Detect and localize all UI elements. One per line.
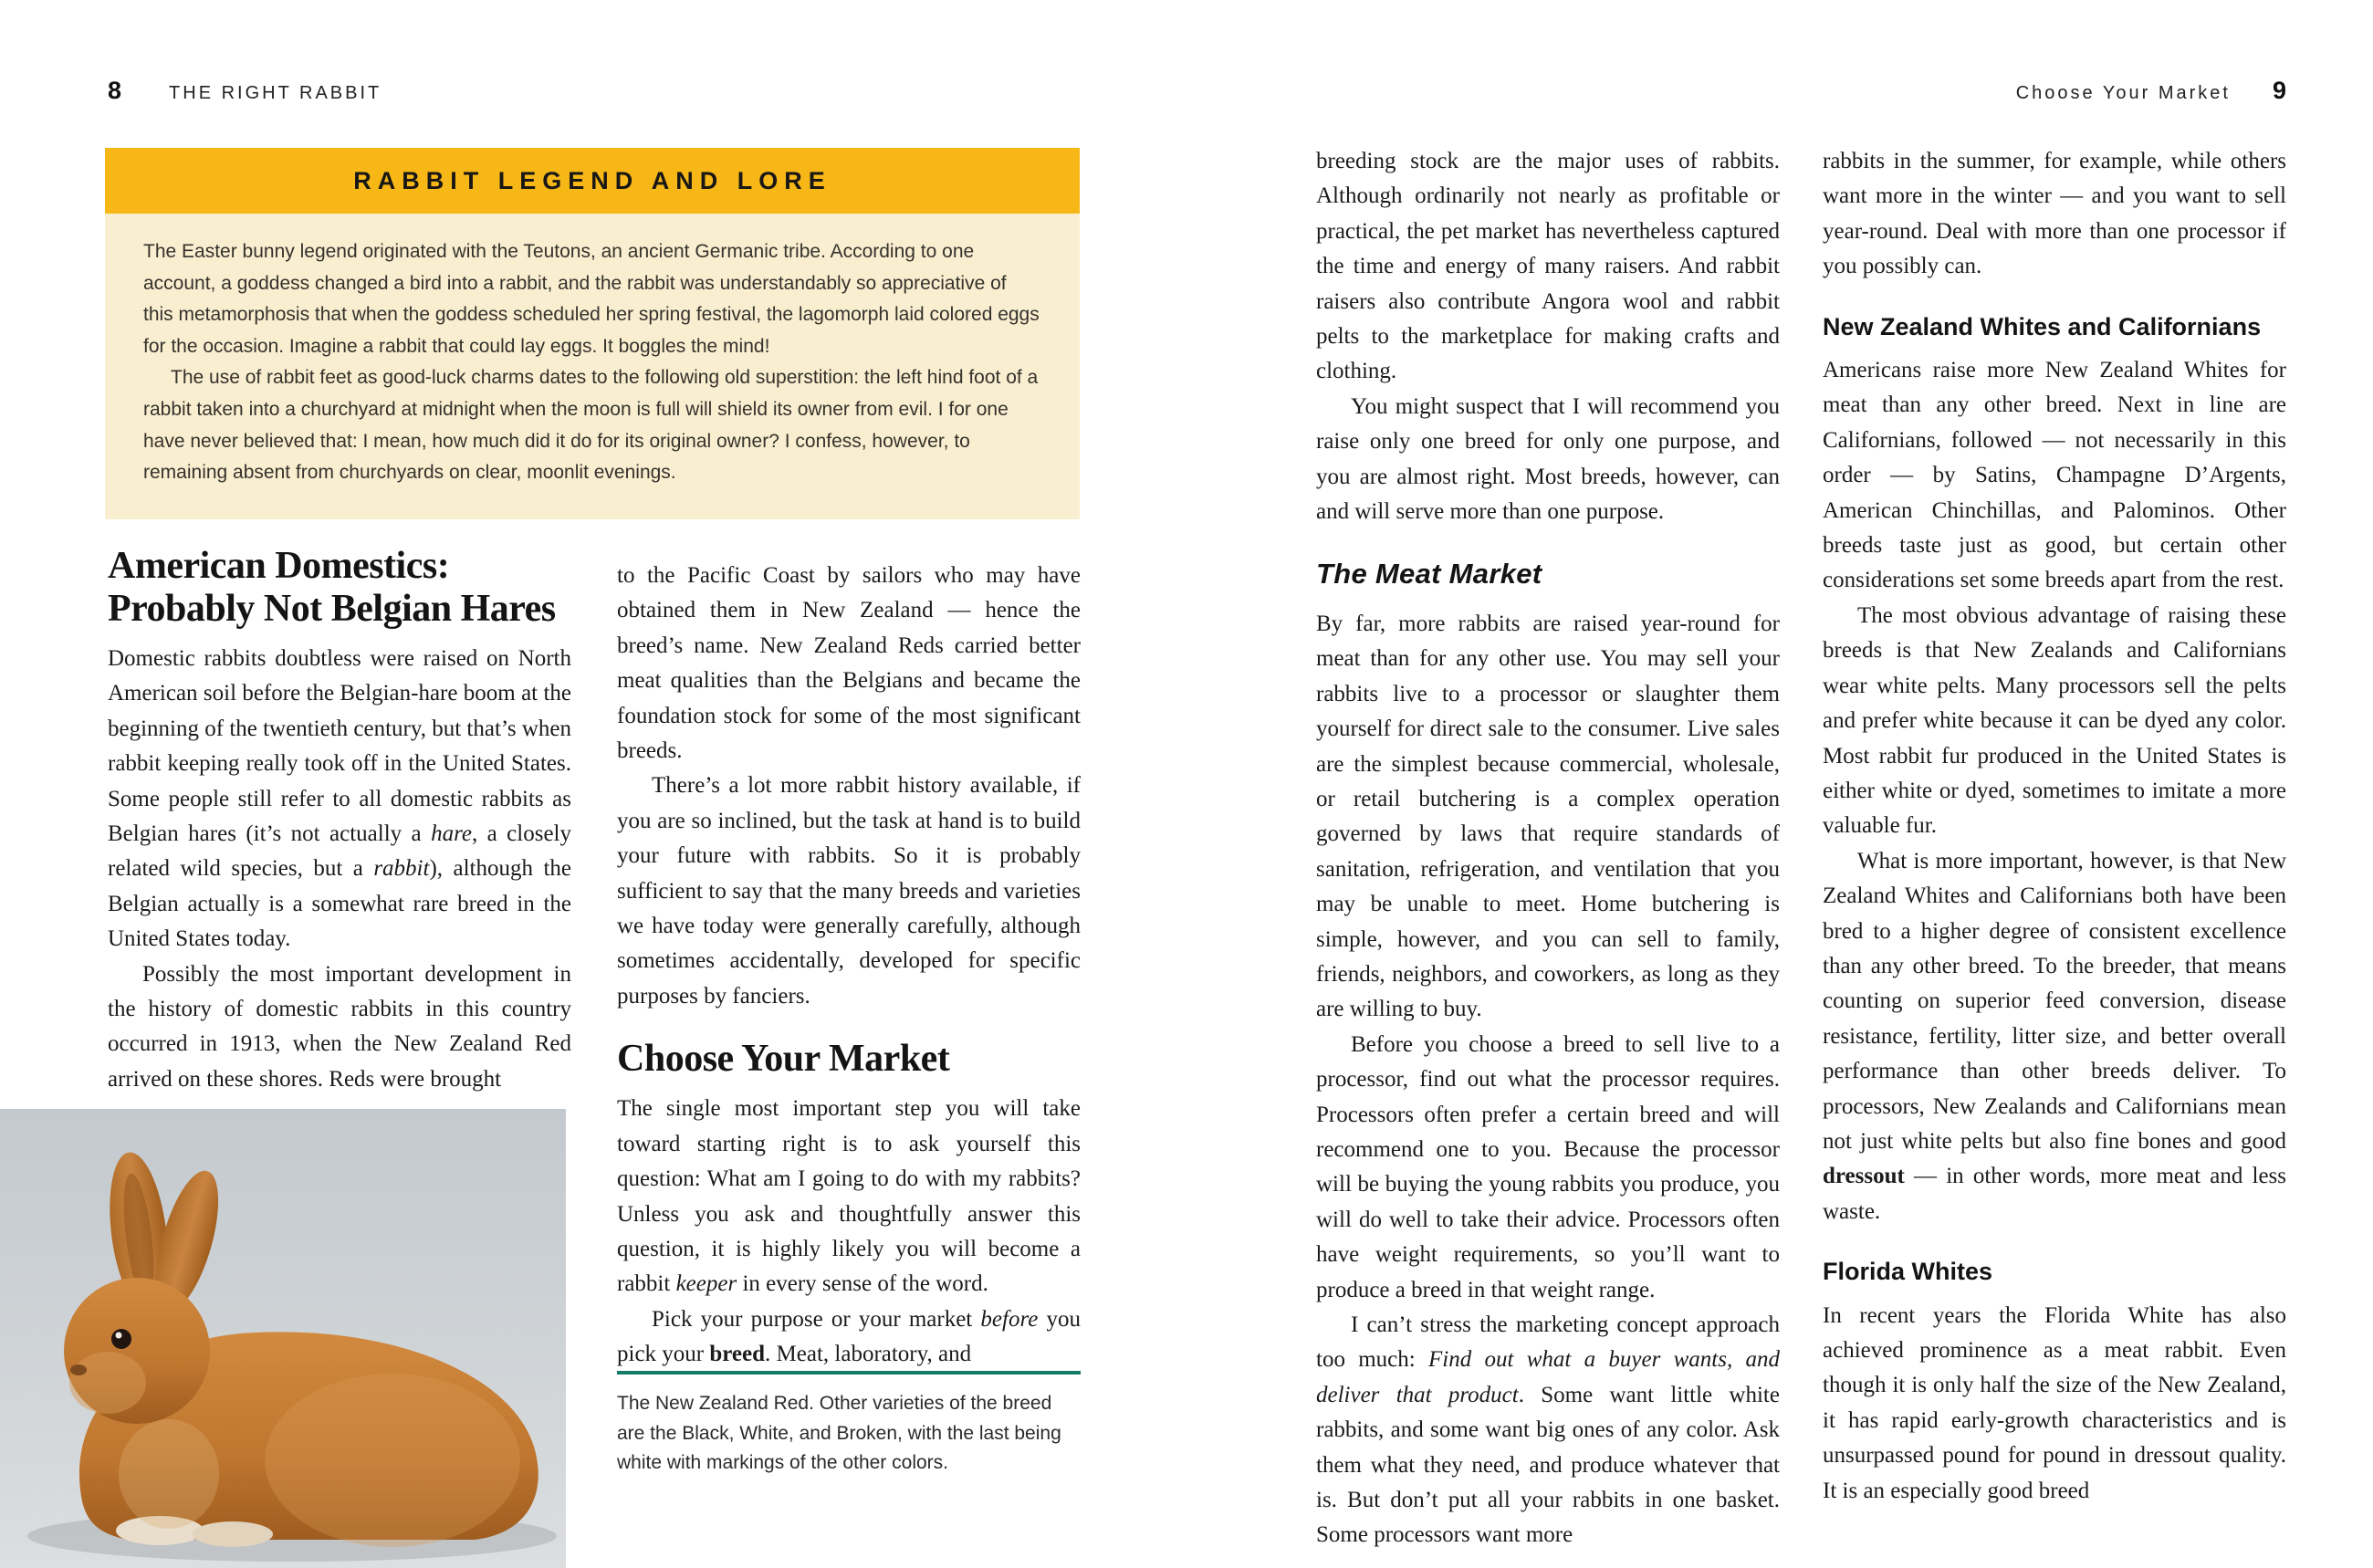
- caption-rule: [617, 1371, 1081, 1375]
- running-head-right-title: Choose Your Market: [2015, 83, 2231, 103]
- subheading-new-zealand-whites: New Zealand Whites and Californians: [1823, 312, 2262, 340]
- heading-line: American Domestics:: [108, 545, 450, 587]
- running-head-left: [108, 77, 382, 105]
- sidebar-paragraph: The Easter bunny legend originated with the Teutons, an ancient Germanic tribe. According to one account, a goddess changed a bird into a rabbit, and the rabbit was understandably so appreciative of this metamorphosis that when the goddess scheduled her spring festival, the lagomorph laid colored eggs for the occasion. Imagine a rabbit that could lay eggs. It boggles the mind!: [143, 241, 1040, 357]
- photo-caption-block: [617, 1371, 1081, 1479]
- column-right-page-1: [1316, 144, 1780, 1553]
- column-right-page-2: [1823, 144, 2286, 1509]
- sidebar-title-bar: [105, 148, 1080, 214]
- rabbit-photo: [0, 1109, 566, 1568]
- body-paragraph: Domestic rabbits doubtless were raised on North American soil before the Belgian-hare boom at the beginning of the twentieth century, but that’s when rabbit keeping really took off in the United States. Some people still refer to all domestic rabbits as Belgian hares (it’s not actually a hare, a closely related wild species, but a rabbit), although the Belgian actually is a somewhat rare breed in the United States today.: [108, 646, 572, 952]
- subheading-meat-market: The Meat Market: [1316, 558, 1542, 591]
- column-left-page-1: [108, 545, 571, 1097]
- body-paragraph: breeding stock are the major uses of rabbits. Although ordinarily not nearly as profitable or practical, the pet market has nevertheless captured the time and energy of many raisers. And rabbit raisers also contribute Angora wool and rabbit pelts to the marketplace for making crafts and clothing.: [1316, 149, 1780, 384]
- section-heading-american-domestics: [108, 545, 571, 631]
- sidebar-paragraph: The use of rabbit feet as good-luck charms dates to the following old superstition: the left hind foot of a rabbit taken into a churchyard at midnight when the moon is full will shield its owner from evil. I for one have never believed that: I mean, how much did it do for its original owner? I confess, however, to remaining absent from churchyards on clear, moonlit evenings.: [143, 367, 1039, 484]
- page-number-left: 8: [108, 77, 122, 104]
- body-paragraph: to the Pacific Coast by sailors who may have obtained them in New Zealand — hence the breed’s name. New Zealand Reds carried better meat qualities than the Belgians and became the foundation stock for some of the most significant breeds.: [617, 563, 1081, 764]
- photo-caption: The New Zealand Red. Other varieties of the breed are the Black, White, and Broken, with the last being white with markings of the other colors.: [617, 1393, 1061, 1473]
- sidebar-body: [105, 214, 1080, 519]
- body-paragraph: Pick your purpose or your market before you pick your breed. Meat, laboratory, and: [617, 1306, 1082, 1367]
- page-number-right: 9: [2272, 77, 2286, 104]
- body-paragraph: What is more important, however, is that New Zealand Whites and Californians both have been bred to a higher degree of consistent excellence than any other breed. To the breeder, that means counting on superior feed conversion, disease resistance, fertility, litter size, and better overall performance than other breeds deliver. To processors, New Zealands and Californians mean not just white pelts but also fine bones and good dressout — in other words, more meat and less waste.: [1823, 848, 2286, 1224]
- body-paragraph: rabbits in the summer, for example, while others want more in the winter — and you want to sell year-round. Deal with more than one processor if you possibly can.: [1823, 149, 2286, 279]
- rabbit-photo-illustration: [0, 1109, 566, 1568]
- body-paragraph: Americans raise more New Zealand Whites for meat than any other breed. Next in line are Californians, followed — not necessarily in this order — by Satins, Champagne D’Argents, American Chinchillas, and Palominos. Other breeds taste just as good, but certain other considerations set some breeds apart from the rest.: [1823, 358, 2286, 593]
- body-paragraph: Possibly the most important development in the history of domestic rabbits in this country occurred in 1913, when the New Zealand Red arrived on these shores. Reds were brought: [108, 961, 571, 1092]
- sidebar-legend-lore: [105, 148, 1080, 519]
- column-left-page-2: [617, 559, 1081, 1373]
- running-head-left-title: THE RIGHT RABBIT: [169, 83, 382, 103]
- body-paragraph: You might suspect that I will recommend you raise only one breed for only one purpose, and you are almost right. Most breeds, however, can and will serve more than one purpose.: [1316, 393, 1780, 525]
- section-heading-choose-your-market: Choose Your Market: [617, 1038, 950, 1081]
- heading-line: Probably Not Belgian Hares: [108, 588, 556, 630]
- body-paragraph: By far, more rabbits are raised year-round for meat than for any other use. You may sell your rabbits live to a processor or slaughter them yourself for direct sale to the consumer. Live sales are the simplest because commercial, wholesale, or retail butchering is a complex operation governed by laws that require standards of sanitation, refrigeration, and ventilation that you may be unable to meet. Home butchering is simple, however, and you can sell to family, friends, neighbors, and coworkers, as long as they are willing to buy.: [1316, 611, 1780, 1022]
- sidebar-title: RABBIT LEGEND AND LORE: [353, 166, 831, 194]
- body-paragraph: In recent years the Florida White has also achieved prominence as a meat rabbit. Even though it is only half the size of the New Zealand, it has rapid early-growth characteristics and is unsurpassed pound for pound in dressout quality. It is an especially good breed: [1823, 1302, 2286, 1503]
- body-paragraph: There’s a lot more rabbit history available, if you are so inclined, but the task at hand is to build your future with rabbits. So it is probably sufficient to say that the many breeds and varieties we have today were generally carefully, although sometimes accidentally, developed for specific purposes by fanciers.: [617, 773, 1081, 1009]
- body-paragraph: I can’t stress the marketing concept approach too much: Find out what a buyer wants, and deliver that product. Some want little white rabbits, and some want big ones of any color. Ask them what they need, and produce whatever that is. But don’t put all your rabbits in one basket. Some processors want more: [1316, 1312, 1780, 1548]
- body-paragraph: The single most important step you will take toward starting right is to ask yourself this question: What am I going to do with my rabbits? Unless you ask and thoughtfully answer this question, it is highly likely you will become a rabbit keeper in every sense of the word.: [617, 1096, 1081, 1297]
- subheading-florida-whites: Florida Whites: [1823, 1258, 1993, 1286]
- body-paragraph: Before you choose a breed to sell live to a processor, find out what the processor requires. Processors often prefer a certain breed and will recommend one to you. Because the processor will be buying the young rabbits you produce, you will do well to take their advice. Processors often have weight requirements, so you’ll want to produce a breed in that weight range.: [1316, 1031, 1780, 1302]
- running-head-right: [2016, 77, 2286, 105]
- body-paragraph: The most obvious advantage of raising these breeds is that New Zealands and Californians wear white pelts. Many processors sell the pelts and prefer white because it can be dyed any color. Most rabbit fur produced in the United States is either white or dyed, sometimes to imitate a more valuable fur.: [1823, 602, 2286, 839]
